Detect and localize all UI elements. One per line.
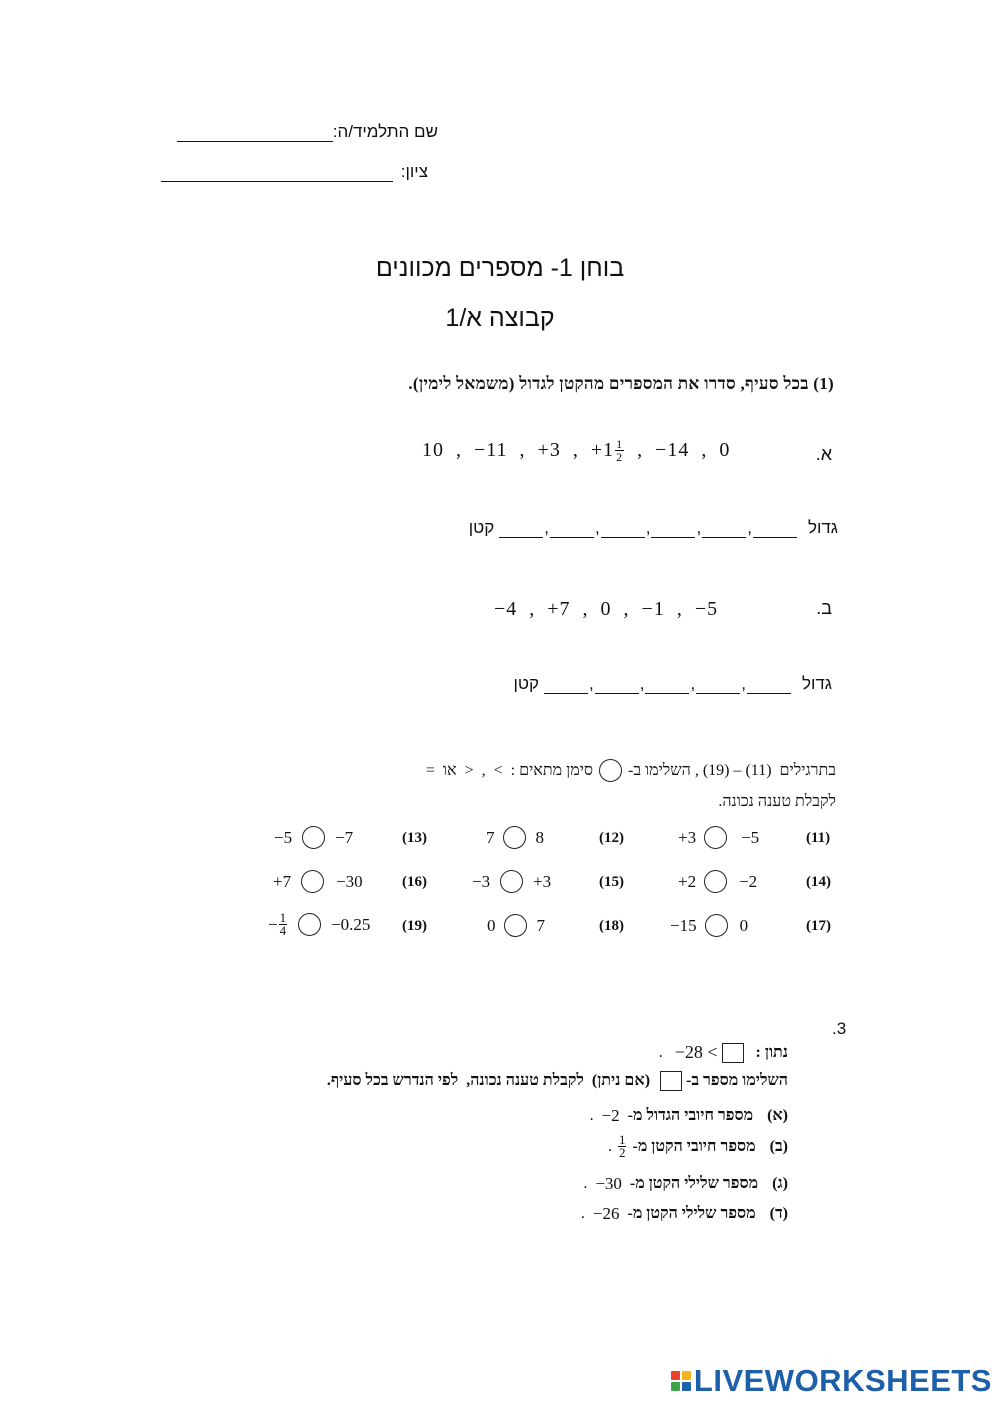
q3-item-value: −26 bbox=[592, 1204, 620, 1223]
answer-blank[interactable] bbox=[601, 523, 645, 538]
q2-instruction bbox=[426, 759, 836, 782]
q1-part-a-answer-row: גדול , , , , , קטן bbox=[468, 518, 838, 537]
q3-given-label: נתון : bbox=[755, 1043, 788, 1061]
grade-field bbox=[128, 162, 428, 182]
q2-item-16 bbox=[273, 870, 363, 893]
answer-circle[interactable] bbox=[301, 870, 324, 893]
q1-part-a-seq-before: 10 , −11 , +3 , +1 bbox=[422, 439, 615, 461]
grade-label: ציון: bbox=[400, 162, 428, 181]
q3-item-label: (א) bbox=[767, 1107, 788, 1124]
q3-item-value: −30 bbox=[595, 1174, 622, 1193]
left-value: +3 bbox=[678, 827, 697, 847]
liveworksheets-logo-icon bbox=[671, 1371, 691, 1391]
q2-item-15 bbox=[472, 870, 551, 893]
logo-square-icon bbox=[682, 1371, 691, 1380]
page-title: בוחן 1- מספרים מכוונים bbox=[375, 254, 625, 282]
right-value: −5 bbox=[741, 827, 760, 847]
q3-item-value: −2 bbox=[601, 1106, 620, 1125]
q3-item-a bbox=[590, 1106, 788, 1126]
fraction-numerator: 1 bbox=[618, 1132, 626, 1147]
q2-item-number: (15) bbox=[599, 874, 624, 890]
left-value: 0 bbox=[487, 915, 496, 935]
q3-item-text: מספר שלילי הקטן מ- bbox=[629, 1175, 759, 1192]
fraction-numerator: 1 bbox=[279, 910, 287, 925]
left-value: −3 bbox=[472, 871, 491, 891]
small-label: קטן bbox=[513, 674, 540, 693]
q2-item-number: (12) bbox=[599, 830, 624, 846]
q2-item-number: (19) bbox=[402, 918, 427, 934]
q3-item-label: (ד) bbox=[769, 1205, 788, 1222]
q2-instruction-line2: לקבלת טענה נכונה. bbox=[718, 793, 836, 810]
grade-line[interactable] bbox=[161, 165, 393, 182]
q3-item-label: (ב) bbox=[769, 1137, 788, 1155]
q3-item-end: . bbox=[589, 1107, 594, 1124]
q1-part-b-label: ב. bbox=[816, 598, 832, 618]
q3-item-c bbox=[583, 1174, 788, 1194]
q1-part-a-fraction bbox=[615, 438, 624, 463]
answer-blank[interactable] bbox=[544, 679, 588, 694]
answer-blank[interactable] bbox=[499, 523, 543, 538]
q2-item-18 bbox=[487, 914, 545, 937]
answer-circle[interactable] bbox=[704, 870, 727, 893]
q2-item-13 bbox=[274, 826, 353, 849]
right-value: −0.25 bbox=[331, 914, 371, 934]
circle-icon bbox=[599, 759, 622, 782]
answer-circle[interactable] bbox=[302, 826, 325, 849]
answer-circle[interactable] bbox=[704, 826, 727, 849]
q2-item-19 bbox=[268, 912, 370, 937]
q2-item-number: (13) bbox=[402, 830, 427, 846]
left-sign: − bbox=[268, 914, 278, 934]
big-label: גדול bbox=[807, 518, 838, 537]
q2-instruction-pre: בתרגילים (11) – (19) , השלימו ב- bbox=[627, 761, 836, 779]
q3-instruction-post: (אם ניתן) לקבלת טענה נכונה, לפי הנדרש בכל סעיף. bbox=[326, 1072, 651, 1089]
right-value: −2 bbox=[739, 871, 758, 891]
q3-item-label: (ג) bbox=[772, 1175, 788, 1192]
answer-circle[interactable] bbox=[298, 913, 321, 936]
q2-item-number: (18) bbox=[599, 918, 624, 934]
student-name-label: שם התלמיד/ה: bbox=[332, 122, 438, 141]
logo-square-icon bbox=[671, 1382, 680, 1391]
left-value: +7 bbox=[273, 871, 292, 891]
q3-given-end: . bbox=[658, 1043, 663, 1061]
right-value: −30 bbox=[336, 871, 363, 891]
left-value: −5 bbox=[274, 827, 293, 847]
answer-blank[interactable] bbox=[702, 523, 746, 538]
q3-instruction bbox=[327, 1071, 788, 1091]
q2-item-17 bbox=[670, 914, 748, 937]
left-value: −15 bbox=[670, 915, 697, 935]
group-title: קבוצה א/1 bbox=[445, 304, 555, 332]
left-value: 7 bbox=[486, 827, 495, 847]
small-label: קטן bbox=[468, 518, 495, 537]
fraction-denominator: 4 bbox=[279, 923, 287, 938]
q2-item-number: (14) bbox=[806, 874, 831, 890]
q2-instruction-post: סימן מתאים : > , < או = bbox=[425, 761, 593, 779]
answer-circle[interactable] bbox=[504, 914, 527, 937]
answer-square[interactable] bbox=[722, 1043, 744, 1063]
answer-blank[interactable] bbox=[550, 523, 594, 538]
q1-part-b-sequence: −4 , +7 , 0 , −1 , −5 bbox=[494, 598, 719, 620]
fraction-numerator: 1 bbox=[616, 437, 624, 451]
logo-square-icon bbox=[682, 1382, 691, 1391]
student-name-field bbox=[138, 122, 438, 142]
big-label: גדול bbox=[801, 674, 832, 693]
q2-item-14 bbox=[678, 870, 757, 893]
q3-given-expr: −28 < bbox=[674, 1042, 718, 1062]
right-value: +3 bbox=[533, 871, 552, 891]
answer-circle[interactable] bbox=[705, 914, 728, 937]
fraction-denominator: 2 bbox=[618, 1145, 626, 1160]
logo-square-icon bbox=[671, 1371, 680, 1380]
student-name-line[interactable] bbox=[177, 125, 333, 142]
q3-instruction-pre: השלימו מספר ב- bbox=[686, 1072, 788, 1089]
q3-given bbox=[659, 1042, 788, 1063]
q1-instruction: (1) בכל סעיף, סדרו את המספרים מהקטן לגדול (משמאל לימין). bbox=[408, 374, 834, 393]
q2-item-12 bbox=[486, 826, 544, 849]
right-value: 7 bbox=[536, 915, 545, 935]
q2-item-number: (17) bbox=[806, 918, 831, 934]
liveworksheets-brand bbox=[671, 1363, 992, 1399]
q1-part-b-answer-row: גדול , , , , קטן bbox=[513, 674, 832, 693]
right-value: −7 bbox=[335, 827, 354, 847]
answer-blank[interactable] bbox=[595, 679, 639, 694]
q2-item-number: (16) bbox=[402, 874, 427, 890]
q3-item-end: . bbox=[607, 1137, 612, 1155]
left-fraction bbox=[279, 912, 288, 937]
answer-blank[interactable] bbox=[696, 679, 740, 694]
q3-item-d bbox=[581, 1204, 788, 1224]
square-icon bbox=[660, 1071, 682, 1091]
q3-item-text: מספר חיובי הקטן מ- bbox=[632, 1137, 756, 1155]
q3-item-end: . bbox=[580, 1205, 585, 1222]
q1-part-a-label: א. bbox=[815, 444, 832, 464]
q1-part-a-sequence bbox=[422, 438, 730, 463]
q1-part-a-seq-after: , −14 , 0 bbox=[625, 439, 731, 461]
q2-item-11 bbox=[678, 826, 759, 849]
q2-item-number: (11) bbox=[806, 830, 831, 846]
answer-circle[interactable] bbox=[500, 870, 523, 893]
answer-blank[interactable] bbox=[753, 523, 797, 538]
q3-item-text: מספר חיובי הגדול מ- bbox=[627, 1107, 754, 1124]
q3-item-fraction bbox=[618, 1134, 627, 1159]
right-value: 8 bbox=[535, 827, 544, 847]
right-value: 0 bbox=[739, 915, 749, 935]
answer-blank[interactable] bbox=[747, 679, 791, 694]
fraction-denominator: 2 bbox=[616, 450, 624, 464]
q3-number: .3 bbox=[832, 1019, 847, 1038]
q3-item-text: מספר שלילי הקטן מ- bbox=[627, 1205, 756, 1222]
answer-circle[interactable] bbox=[503, 826, 526, 849]
answer-blank[interactable] bbox=[645, 679, 689, 694]
q3-item-b bbox=[608, 1134, 788, 1159]
q3-item-end: . bbox=[583, 1175, 588, 1192]
left-value: +2 bbox=[678, 871, 697, 891]
brand-name: LIVEWORKSHEETS bbox=[693, 1363, 992, 1398]
answer-blank[interactable] bbox=[651, 523, 695, 538]
